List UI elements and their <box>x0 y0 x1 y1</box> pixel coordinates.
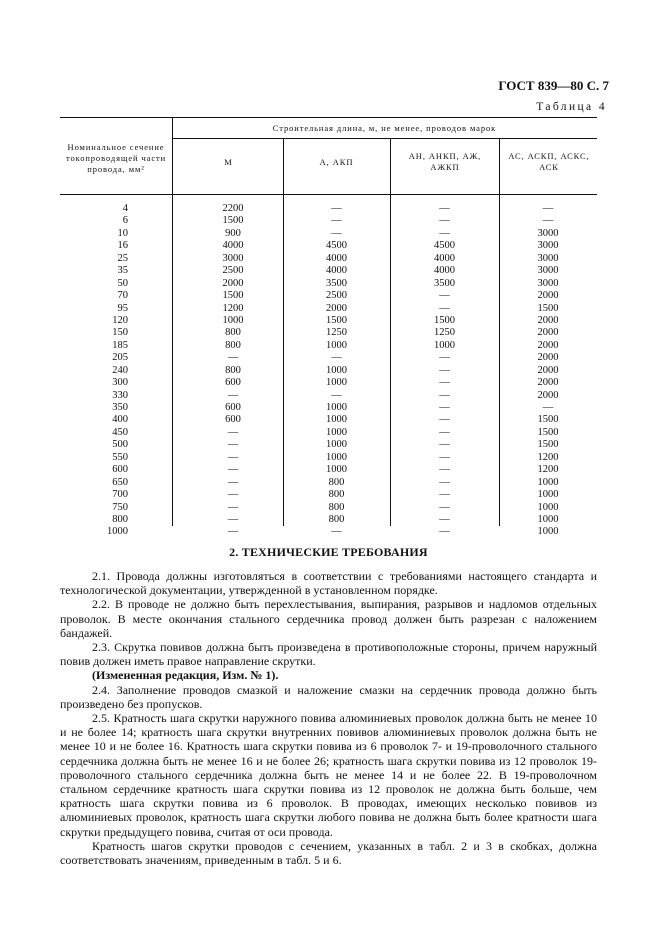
table-cell: 1000 <box>537 501 559 513</box>
table-cell: 350 <box>112 402 128 413</box>
col-a <box>283 203 390 539</box>
table-cell: 900 <box>225 227 241 239</box>
table-cell: 300 <box>112 377 128 389</box>
table-cell: 16 <box>117 240 128 252</box>
table-cell: — <box>331 352 342 364</box>
table-cell: 800 <box>328 513 345 525</box>
brand-header-a: А, АКП <box>319 156 354 167</box>
table-cell: — <box>439 227 450 239</box>
table-cell: 1000 <box>326 339 347 351</box>
table-cell: 550 <box>112 451 128 463</box>
table-top-rule <box>60 117 597 118</box>
table-cell: — <box>439 203 450 214</box>
table-cell: 1200 <box>537 451 559 463</box>
table-cell: 2500 <box>222 265 244 277</box>
table-cell: 1200 <box>537 464 559 476</box>
table-cell: — <box>331 215 342 227</box>
table-cell: 1000 <box>326 364 347 376</box>
table-cell: — <box>439 426 450 438</box>
table-cell: 2500 <box>326 290 347 302</box>
table-cell: 205 <box>112 352 128 364</box>
table-cell: — <box>439 364 450 376</box>
body-text <box>60 569 597 868</box>
paragraph-2-2: 2.2. В проводе не должно быть перехлестывания, выпирания, разрывов и надломов отдельных проволок. В месте окончания стального сердечника провод должен быть разрезан с наложением бандажей. <box>60 597 597 640</box>
group-header: Строительная длина, м, не менее, проводов марок <box>272 122 497 133</box>
table-cell: 185 <box>112 339 128 351</box>
table-cell: 95 <box>117 302 128 314</box>
brand-header-an: АН, АНКП, АЖ, АЖКП <box>408 151 482 172</box>
table-cell: 4000 <box>326 265 347 277</box>
table-cell: 800 <box>328 476 345 488</box>
table-cell: — <box>227 464 239 476</box>
table-cell: 10 <box>117 227 128 239</box>
paragraph-2-4: 2.4. Заполнение проводов смазкой и наложение смазки на сердечник провода должно быть произведено без пропусков. <box>60 682 597 711</box>
table-cell: — <box>227 389 239 401</box>
table-cell: — <box>227 526 239 538</box>
table-cell: 800 <box>328 489 345 501</box>
table-cell: — <box>227 352 239 364</box>
table-cell: 1250 <box>326 327 347 339</box>
table-cell: 700 <box>112 489 128 501</box>
table-cell: 1500 <box>222 215 244 227</box>
brand-header-ac: АС, АСКП, АСКС, АСК <box>508 151 590 172</box>
table-cell: — <box>439 464 450 476</box>
table-cell: 1000 <box>326 426 347 438</box>
table-cell: — <box>227 513 239 525</box>
table-cell: 2000 <box>222 277 244 289</box>
table-cell: 800 <box>225 339 241 351</box>
table-cell: 1000 <box>326 402 347 413</box>
table-cell: — <box>439 513 450 525</box>
table-cell: — <box>439 377 450 389</box>
table-cell: 600 <box>225 402 241 413</box>
table-cell: — <box>542 215 554 227</box>
paragraph-2-3: 2.3. Скрутка повивов должна быть произведена в противоположные стороны, причем наружный повив должен иметь правое направление скрутки. <box>60 640 597 669</box>
table-cell: 3000 <box>537 265 559 277</box>
table-cell: — <box>439 215 450 227</box>
table-cell: 1000 <box>107 526 128 538</box>
table-cell: — <box>227 501 239 513</box>
col-an <box>390 203 499 539</box>
table-cell: 240 <box>112 364 128 376</box>
table-cell: 4 <box>122 203 128 214</box>
table-cell: — <box>227 439 239 451</box>
table-cell: 1200 <box>222 302 244 314</box>
table-cell: 2000 <box>537 314 559 326</box>
table-cell: — <box>439 501 450 513</box>
table-cell: 1000 <box>537 489 559 501</box>
table-divider-0 <box>172 117 173 526</box>
table-cell: — <box>331 389 342 401</box>
col0-header: Номинальное сечение токопроводящей части провода, мм² <box>65 141 167 174</box>
table-cell: — <box>227 426 239 438</box>
table-cell: — <box>331 203 342 214</box>
table-cell: 2000 <box>537 377 559 389</box>
table-cell: 1250 <box>434 327 455 339</box>
table-cell: — <box>439 451 450 463</box>
table-group-rule <box>172 138 597 139</box>
table-cell: 1000 <box>326 451 347 463</box>
table-cell: 1000 <box>434 339 455 351</box>
table-cell: 600 <box>225 377 241 389</box>
table-cell: 50 <box>117 277 128 289</box>
table-cell: 1500 <box>434 314 455 326</box>
col-section <box>60 203 128 539</box>
table-cell: 120 <box>112 314 128 326</box>
table-cell: — <box>439 302 450 314</box>
table-cell: 1000 <box>326 377 347 389</box>
table-cell: 3000 <box>537 240 559 252</box>
table-cell: 1500 <box>222 290 244 302</box>
table-cell: 1000 <box>537 526 559 538</box>
table-cell: 1500 <box>326 314 347 326</box>
table-cell: — <box>439 389 450 401</box>
table-cell: 35 <box>117 265 128 277</box>
table-cell: 3500 <box>326 277 347 289</box>
col-m <box>178 203 288 539</box>
table-cell: 150 <box>112 327 128 339</box>
col-ac <box>499 203 597 539</box>
table-cell: — <box>439 526 450 538</box>
paragraph-2-5-note: Кратность шагов скрутки проводов с сечением, указанных в табл. 2 и 3 в скобках, должна соответствовать значениям, приведенным в табл. 5 и 6. <box>60 838 597 868</box>
table-cell: 500 <box>112 439 128 451</box>
page-header: ГОСТ 839—80 С. 7 <box>498 78 609 93</box>
table-cell: 4500 <box>434 240 455 252</box>
table-cell: 800 <box>112 513 128 525</box>
table-cell: — <box>227 476 239 488</box>
table-cell: — <box>439 402 450 413</box>
table-cell: 2000 <box>326 302 347 314</box>
amendment-note: (Измененная редакция, Изм. № 1). <box>92 668 279 683</box>
table-cell: 3000 <box>537 252 559 264</box>
table-cell: 70 <box>117 290 128 302</box>
section-title: 2. ТЕХНИЧЕСКИЕ ТРЕБОВАНИЯ <box>229 545 428 559</box>
table-cell: 4000 <box>326 252 347 264</box>
table-cell: — <box>439 489 450 501</box>
table-cell: 1500 <box>537 302 559 314</box>
table-cell: — <box>439 476 450 488</box>
table-cell: — <box>227 489 239 501</box>
table-cell: 1500 <box>537 426 559 438</box>
table-header-bottom-rule <box>60 194 597 195</box>
table-cell: 600 <box>225 414 241 426</box>
paragraph-2-1: 2.1. Провода должны изготовляться в соответствии с требованиями настоящего стандарта и технологической документации, утвержденной в установленном порядке. <box>60 569 597 598</box>
table-cell: 4000 <box>434 265 455 277</box>
table-cell: 1000 <box>326 439 347 451</box>
table-cell: 600 <box>112 464 128 476</box>
table-cell: 400 <box>112 414 128 426</box>
table-cell: 2000 <box>537 364 559 376</box>
table-caption: Таблица 4 <box>536 101 607 113</box>
table-cell: 1000 <box>326 464 347 476</box>
table-cell: 800 <box>225 327 241 339</box>
table-cell: 2200 <box>222 203 244 214</box>
table-cell: 25 <box>117 252 128 264</box>
table-cell: 800 <box>225 364 241 376</box>
table-cell: — <box>439 439 450 451</box>
table-cell: 800 <box>328 501 345 513</box>
table-cell: 1000 <box>326 414 347 426</box>
table-cell: 330 <box>112 389 128 401</box>
table-cell: 750 <box>112 501 128 513</box>
table-cell: 450 <box>112 426 128 438</box>
table-cell: 2000 <box>537 290 559 302</box>
table-cell: 1000 <box>537 513 559 525</box>
table-cell: 3500 <box>434 277 455 289</box>
table-cell: 2000 <box>537 352 559 364</box>
table-cell: 2000 <box>537 389 559 401</box>
table-cell: 1500 <box>537 439 559 451</box>
table-cell: — <box>227 451 239 463</box>
table-cell: — <box>439 414 450 426</box>
table-cell: 3000 <box>222 252 244 264</box>
table-cell: 4500 <box>326 240 347 252</box>
paragraph-2-5: 2.5. Кратность шага скрутки наружного повива алюминиевых проволок должна быть не менее 10 и не более 14; кратность шага скрутки внутренних повивов алюминиевых проволок должна быть не менее 10 и не более 16. Кратность шага скрутки повива из 6 проволок 7- и 19-проволочного стального сердечника должна быть не менее 16 и не более 26; кратность шага скрутки повива из 12 проволок 19-проволочного стального сердечника должна быть не менее 14 и не более 22. В 19-проволочном стальном сердечнике кратность шага скрутки повива из 12 проволок не должна быть больше, чем кратность шага скрутки повива из 6 проволок. В проводах, имеющих несколько повивов из алюминиевых проволок, кратность шага скрутки любого повива не должна быть более кратности шага скрутки предыдущего повива, считая от оси провода. <box>60 711 597 839</box>
table-cell: 2000 <box>537 339 559 351</box>
table-cell: — <box>542 402 554 413</box>
table-cell: 3000 <box>537 277 559 289</box>
table-cell: 2000 <box>537 327 559 339</box>
table-cell: — <box>331 227 342 239</box>
table-cell: — <box>439 290 450 302</box>
brand-header-m: М <box>224 156 233 167</box>
table-cell: 650 <box>112 476 128 488</box>
table-cell: 1000 <box>222 314 244 326</box>
table-cell: 1000 <box>537 476 559 488</box>
table-cell: — <box>331 526 342 538</box>
table-cell: — <box>439 352 450 364</box>
table-cell: 4000 <box>434 252 455 264</box>
table-cell: 6 <box>122 215 128 227</box>
table-cell: — <box>542 203 554 214</box>
table-cell: 4000 <box>222 240 244 252</box>
table-cell: 1500 <box>537 414 559 426</box>
table-cell: 3000 <box>537 227 559 239</box>
